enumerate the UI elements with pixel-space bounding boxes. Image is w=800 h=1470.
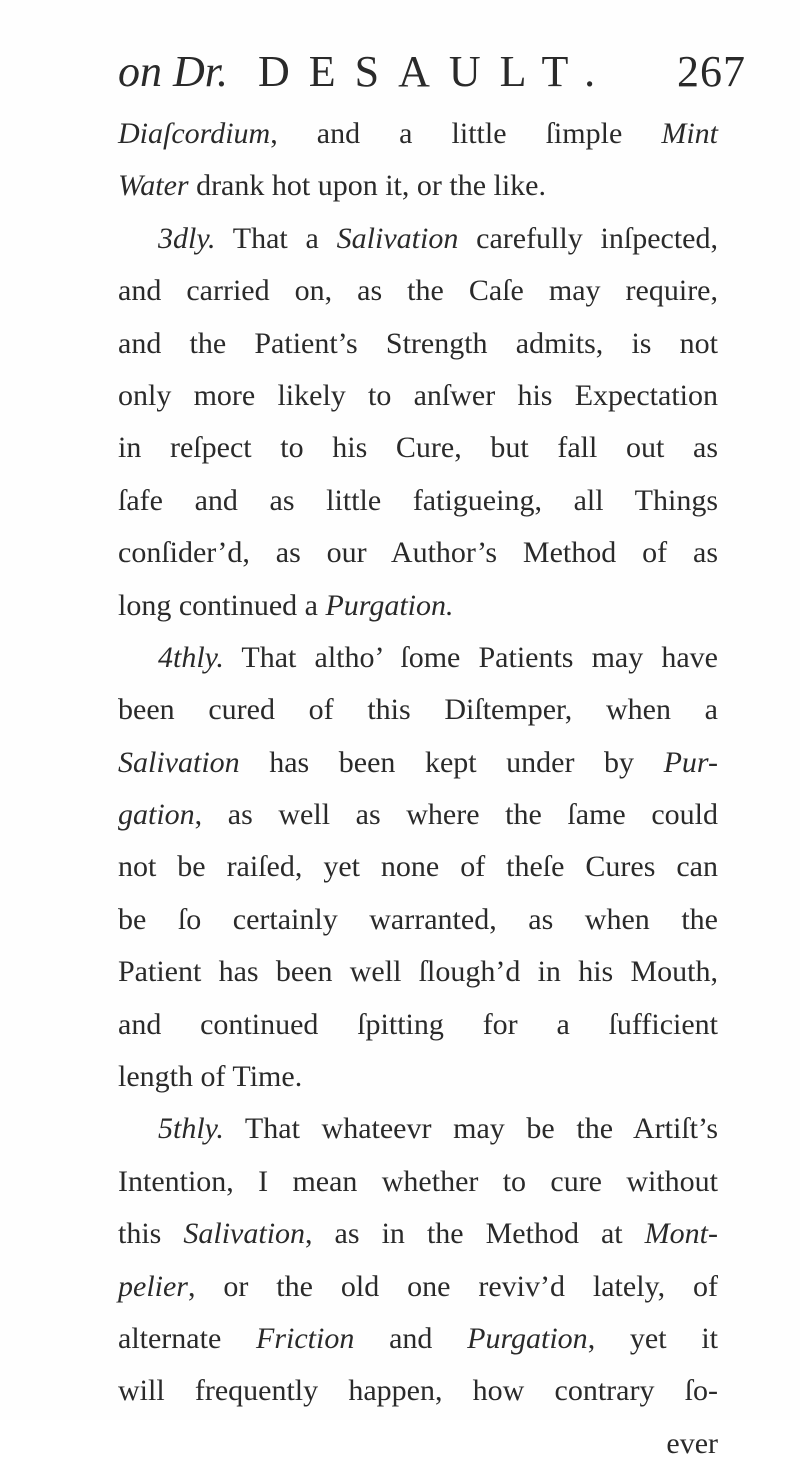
text-run: Patient has been well ſlough’d in his Mouth, xyxy=(118,955,718,989)
text-line xyxy=(118,1313,718,1365)
italic-text: Pur- xyxy=(663,745,718,779)
text-line xyxy=(118,999,718,1051)
italic-text: pelier xyxy=(118,1269,188,1303)
text-run: , as in the Method at xyxy=(305,1217,645,1251)
text-line xyxy=(118,422,718,474)
text-run: and the Patient’s Strength admits, is not xyxy=(118,326,718,360)
text-run: be ſo certainly warranted, as when the xyxy=(118,902,718,936)
text-line xyxy=(118,1208,718,1260)
text-run: , or the old one reviv’d lately, of xyxy=(187,1269,718,1303)
text-run: Intention, I mean whether to cure without xyxy=(118,1164,718,1198)
page-number: 267 xyxy=(677,47,746,96)
text-line xyxy=(118,841,718,893)
text-run: not be raiſed, yet none of theſe Cures can xyxy=(118,850,718,884)
text-line xyxy=(118,1051,718,1103)
italic-text: 3dly. xyxy=(158,221,216,255)
text-line xyxy=(118,475,718,527)
text-run: only more likely to anſwer his Expectation xyxy=(118,378,718,412)
text-run: and continued ſpitting for a ſufficient xyxy=(118,1007,718,1041)
text-run: That a xyxy=(215,221,337,255)
text-run: long continued a xyxy=(118,588,326,622)
text-run: conſider’d, as our Author’s Method of as xyxy=(118,536,718,570)
catchword: ever xyxy=(666,1426,718,1460)
italic-text: Salivation xyxy=(336,221,459,255)
italic-text: 5thly. xyxy=(158,1112,224,1146)
text-line xyxy=(118,213,718,265)
text-run: That whateevr may be the Artiſt’s xyxy=(223,1112,718,1146)
text-run: been cured of this Diſtemper, when a xyxy=(118,693,718,727)
text-run: That altho’ ſome Patients may have xyxy=(223,640,718,674)
text-line xyxy=(118,737,718,789)
running-header xyxy=(118,42,746,102)
text-run: , as well as where the ſame could xyxy=(194,798,718,832)
italic-text: Purgation xyxy=(467,1321,588,1355)
text-line xyxy=(118,946,718,998)
header-name: DESAULT. xyxy=(258,47,615,96)
text-line xyxy=(118,580,718,632)
header-lead: on Dr. xyxy=(118,47,229,96)
italic-text: 4thly. xyxy=(158,640,224,674)
text-line xyxy=(118,1156,718,1208)
text-run: , and a little ſimple xyxy=(270,117,662,150)
text-run: in reſpect to his Cure, but fall out as xyxy=(118,431,718,465)
text-line xyxy=(118,265,718,317)
italic-text: Water xyxy=(118,169,189,203)
text-line xyxy=(118,1261,718,1313)
text-line xyxy=(118,1365,718,1417)
text-run: carefully inſpected, xyxy=(458,221,718,255)
text-line xyxy=(118,684,718,736)
text-line xyxy=(118,894,718,946)
text-run: drank hot upon it, or the like. xyxy=(188,169,546,203)
body-text xyxy=(118,108,718,1470)
text-line xyxy=(118,632,718,684)
text-line xyxy=(118,789,718,841)
text-line xyxy=(118,370,718,422)
italic-text: Salivation xyxy=(118,745,240,779)
italic-text: Salivation xyxy=(183,1217,306,1251)
italic-text: Mint xyxy=(661,117,718,150)
text-line xyxy=(118,1103,718,1155)
italic-text: Diaſcordium xyxy=(118,117,271,150)
text-run: and carried on, as the Caſe may require, xyxy=(118,274,718,308)
italic-text: Purgation. xyxy=(325,588,454,622)
text-line xyxy=(118,160,718,212)
text-run: has been kept under by xyxy=(239,745,664,779)
text-line xyxy=(118,318,718,370)
text-run: this xyxy=(118,1217,184,1251)
text-run: alternate xyxy=(118,1321,256,1355)
text-run: and xyxy=(354,1321,468,1355)
text-run: ſafe and as little fatigueing, all Things xyxy=(118,483,718,517)
text-run: length of Time. xyxy=(118,1060,303,1094)
italic-text: gation xyxy=(118,798,195,832)
text-line xyxy=(118,108,718,160)
italic-text: Friction xyxy=(256,1321,355,1355)
text-run: will frequently happen, how contrary ſo- xyxy=(118,1374,718,1408)
text-run: , yet it xyxy=(587,1321,718,1355)
text-line xyxy=(118,527,718,579)
italic-text: Mont- xyxy=(644,1217,718,1251)
